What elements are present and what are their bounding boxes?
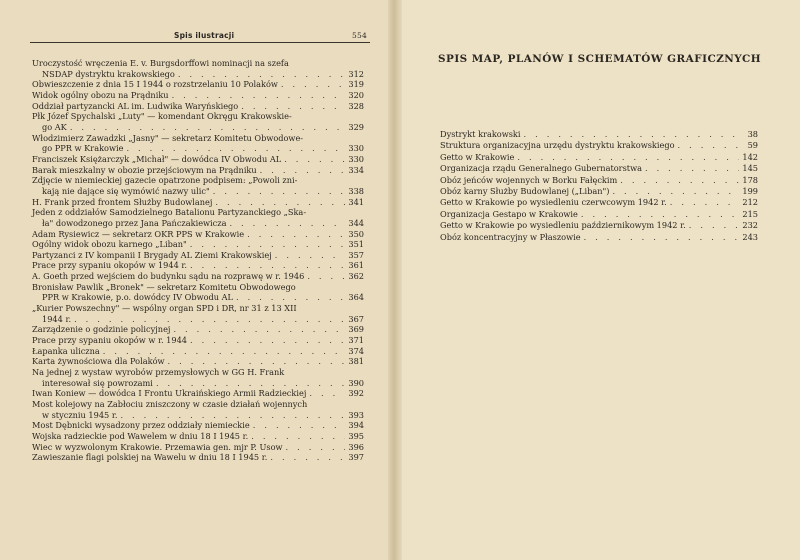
leader-dots: [275, 250, 346, 261]
leader-dots: [517, 152, 739, 163]
map-entry: [440, 163, 758, 174]
map-entry: [440, 232, 758, 243]
entry-page-number: 328: [348, 100, 364, 111]
leader-dots: [178, 69, 346, 80]
leader-dots: [286, 442, 346, 453]
entry-page-number: 312: [348, 68, 364, 79]
map-entry-text: Obóz karny Służby Budowlanej („Liban"): [440, 186, 610, 197]
entry-page-number: 397: [348, 452, 364, 463]
map-entry: [440, 129, 758, 140]
map-entry-text: Getto w Krakowie po wysiedleniu czerwcowym 1942 r.: [440, 197, 667, 208]
entry-text: go PPR w Krakowie: [42, 143, 124, 154]
leader-dots: [190, 335, 345, 346]
entry-page-number: 394: [348, 420, 364, 431]
entry-text: Bronisław Pawlik „Bronek" — sekretarz Komitetu Obwodowego: [32, 281, 296, 292]
entry-text: Widok ogólny obozu na Prądniku: [32, 89, 169, 100]
leader-dots: [213, 186, 346, 197]
entry-text: Partyzanci z IV kompanii I Brygady AL Ziemi Krakowskiej: [32, 249, 272, 260]
leader-dots: [670, 197, 740, 208]
leader-dots: [190, 260, 345, 271]
illustration-entry: [32, 165, 364, 176]
leader-dots: [281, 79, 345, 90]
illustration-entry: [32, 58, 364, 79]
illustration-entry: [32, 335, 364, 346]
leader-dots: [168, 356, 346, 367]
entry-page-number: 390: [348, 377, 364, 388]
leader-dots: [190, 239, 346, 250]
entry-page-number: 330: [348, 153, 364, 164]
entry-text: Iwan Koniew — dowódca I Frontu Ukraińskiego Armii Radzieckiej: [32, 388, 307, 399]
map-page-number: 59: [747, 140, 758, 151]
entry-page-number: 334: [348, 164, 364, 175]
entry-text: 1944 r.: [42, 313, 72, 324]
map-page-number: 199: [742, 186, 758, 197]
maps-list: [440, 129, 758, 243]
leader-dots: [689, 220, 740, 231]
leader-dots: [120, 410, 345, 421]
leader-dots: [229, 218, 345, 229]
header-rule: [30, 42, 370, 43]
entry-text: Adam Rysiewicz — sekretarz OKR PPS w Krakowie: [32, 228, 245, 239]
illustration-entry: [32, 90, 364, 101]
entry-text: Most Dębnicki wysadzony przez oddziały niemieckie: [32, 420, 250, 431]
map-entry: [440, 220, 758, 231]
entry-text: Obwieszczenie z dnia 15 I 1944 o rozstrzelaniu 10 Polaków: [32, 79, 278, 90]
entry-page-number: 367: [348, 313, 364, 324]
map-entry-text: Organizacja rządu Generalnego Gubernatorstwa: [440, 163, 642, 174]
entry-text: Wojska radzieckie pod Wawelem w dniu 18 I 1945 r.: [32, 430, 249, 441]
entry-text: Na jednej z wystaw wyrobów przemysłowych w GG H. Frank: [32, 367, 285, 378]
illustration-entry: [32, 260, 364, 271]
entry-page-number: 374: [348, 345, 364, 356]
illustration-entry: [32, 324, 364, 335]
entry-page-number: 393: [348, 409, 364, 420]
leader-dots: [103, 346, 346, 357]
leader-dots: [584, 232, 740, 243]
entry-text: H. Frank przed frontem Służby Budowlanej: [32, 196, 213, 207]
entry-text: A. Goeth przed wejściem do budynku sądu na rozprawę w r. 1946: [32, 271, 305, 282]
illustration-entry: [32, 239, 364, 250]
leader-dots: [74, 314, 345, 325]
entry-text: „Kurier Powszechny" — wspólny organ SPD i DR, nr 31 z 13 XII: [32, 303, 297, 314]
right-page: [395, 0, 800, 560]
entry-text: Zarządzenie o godzinie policyjnej: [32, 324, 171, 335]
entry-text: Uroczystość wręczenia E. v. Burgsdorffowi nominacji na szefa: [32, 58, 289, 68]
entry-text: Włodzimierz Zawadzki „Jasny" — sekretarz Komitetu Obwodowe-: [32, 132, 304, 143]
entry-text: go AK: [42, 121, 67, 132]
illustration-entry: [32, 175, 364, 196]
illustration-entry: [32, 154, 364, 165]
illustration-entry: [32, 207, 364, 228]
map-entry: [440, 175, 758, 186]
map-entry-text: Getto w Krakowie po wysiedleniu październikowym 1942 r.: [440, 220, 686, 231]
entry-text: Prace przy sypaniu okopów w 1944 r.: [32, 260, 188, 271]
entry-page-number: 396: [348, 441, 364, 452]
entry-page-number: 361: [348, 260, 364, 271]
entry-text: Karta żywnościowa dla Polaków: [32, 356, 165, 367]
illustration-entry: [32, 399, 364, 420]
leader-dots: [645, 163, 739, 174]
entry-text: Płk Józef Spychalski „Luty" — komendant Okręgu Krakowskie-: [32, 111, 292, 122]
leader-dots: [236, 292, 345, 303]
entry-text: Ogólny widok obozu karnego „Liban": [32, 239, 187, 250]
map-page-number: 232: [742, 220, 758, 231]
leader-dots: [126, 143, 345, 154]
illustration-entry: [32, 452, 364, 463]
leader-dots: [284, 154, 345, 165]
map-page-number: 243: [742, 231, 758, 242]
entry-page-number: 381: [348, 356, 364, 367]
illustration-entry: [32, 101, 364, 112]
entry-text: Zawieszanie flagi polskiej na Wawelu w dniu 18 I 1945 r.: [32, 452, 268, 463]
leader-dots: [251, 431, 345, 442]
leader-dots: [524, 129, 741, 140]
map-page-number: 38: [747, 129, 758, 139]
leader-dots: [581, 209, 739, 220]
leader-dots: [241, 101, 345, 112]
entry-text: Oddział partyzancki AL im. Ludwika Waryńskiego: [32, 100, 239, 111]
map-entry: [440, 209, 758, 220]
entry-page-number: 395: [348, 430, 364, 441]
entry-text: interesował się powrozami: [42, 377, 153, 388]
map-entry: [440, 140, 758, 151]
entry-page-number: 330: [348, 143, 364, 154]
entry-page-number: 329: [348, 121, 364, 132]
entry-page-number: 341: [348, 196, 364, 207]
illustration-entry: [32, 420, 364, 431]
illustrations-list: [32, 58, 364, 463]
entry-page-number: 320: [348, 89, 364, 100]
entry-text: Barak mieszkalny w obozie przejściowym na Prądniku: [32, 164, 257, 175]
book-gutter: [388, 0, 402, 560]
entry-text: Jeden z oddziałów Samodzielnego Batalionu Partyzanckiego „Ska-: [32, 207, 307, 218]
entry-page-number: 364: [348, 292, 364, 303]
map-page-number: 215: [742, 208, 758, 219]
entry-text: w styczniu 1945 r.: [42, 409, 118, 420]
illustration-entry: [32, 133, 364, 154]
illustration-entry: [32, 282, 364, 303]
illustration-entry: [32, 367, 364, 388]
entry-page-number: 344: [348, 217, 364, 228]
map-entry: [440, 197, 758, 208]
illustration-entry: [32, 271, 364, 282]
leader-dots: [309, 388, 345, 399]
entry-page-number: 319: [348, 79, 364, 90]
entry-text: Wiec w wyzwolonym Krakowie. Przemawia gen. mjr P. Usow: [32, 441, 283, 452]
illustration-entry: [32, 346, 364, 357]
illustration-entry: [32, 356, 364, 367]
running-title: Spis ilustracji: [174, 31, 235, 40]
entry-text: Prace przy sypaniu okopów w r. 1944: [32, 335, 188, 346]
leader-dots: [678, 140, 741, 151]
entry-text: Franciszek Księżarczyk „Michał" — dowódca IV Obwodu AL: [32, 153, 282, 164]
entry-page-number: 371: [348, 335, 364, 346]
illustration-entry: [32, 197, 364, 208]
entry-page-number: 351: [348, 239, 364, 250]
illustration-entry: [32, 229, 364, 240]
leader-dots: [173, 324, 345, 335]
leader-dots: [260, 165, 346, 176]
illustration-entry: [32, 111, 364, 132]
leader-dots: [172, 90, 346, 101]
leader-dots: [253, 420, 346, 431]
map-page-number: 212: [742, 197, 758, 208]
map-entry-text: Struktura organizacyjna urzędu dystryktu krakowskiego: [440, 140, 675, 151]
map-page-number: 142: [742, 151, 758, 162]
leader-dots: [307, 271, 345, 282]
leader-dots: [270, 452, 345, 463]
map-entry-text: Organizacja Gestapo w Krakowie: [440, 208, 578, 219]
entry-page-number: 357: [348, 249, 364, 260]
entry-text: ła" dowodzonego przez Jana Pańczakiewicza: [42, 217, 227, 228]
leader-dots: [156, 378, 345, 389]
leader-dots: [612, 186, 739, 197]
entry-text: kają nie dające się wymówić nazwy ulic": [42, 185, 210, 196]
page-number: 554: [352, 31, 367, 40]
illustration-entry: [32, 303, 364, 324]
leader-dots: [247, 229, 345, 240]
entry-page-number: 392: [348, 388, 364, 399]
leader-dots: [215, 197, 345, 208]
entry-text: Most kolejowy na Zabłociu zniszczony w czasie działań wojennych: [32, 399, 308, 409]
entry-page-number: 350: [348, 228, 364, 239]
entry-text: NSDAP dystryktu krakowskiego: [42, 68, 175, 79]
map-page-number: 178: [742, 174, 758, 185]
entry-text: Łapanka uliczna: [32, 345, 100, 356]
entry-page-number: 369: [348, 324, 364, 335]
map-entry: [440, 152, 758, 163]
map-entry-text: Obóz jeńców wojennych w Borku Fałęckim: [440, 174, 618, 185]
map-entry-text: Obóz koncentracyjny w Płaszowie: [440, 231, 581, 242]
illustration-entry: [32, 250, 364, 261]
map-entry-text: Getto w Krakowie: [440, 151, 515, 162]
section-title: SPIS MAP, PLANÓW I SCHEMATÓW GRAFICZNYCH: [438, 53, 762, 65]
entry-page-number: 362: [348, 271, 364, 282]
map-entry-text: Dystrykt krakowski: [440, 129, 521, 139]
leader-dots: [70, 122, 346, 133]
illustration-entry: [32, 431, 364, 442]
entry-page-number: 338: [348, 185, 364, 196]
illustration-entry: [32, 388, 364, 399]
illustration-entry: [32, 442, 364, 453]
map-entry: [440, 186, 758, 197]
entry-text: PPR w Krakowie, p.o. dowódcy IV Obwodu AL: [42, 292, 233, 303]
map-page-number: 145: [742, 163, 758, 174]
entry-text: Zdjęcie w niemieckiej gazecie opatrzone podpisem: „Powoli zni-: [32, 175, 298, 186]
illustration-entry: [32, 79, 364, 90]
leader-dots: [620, 175, 739, 186]
